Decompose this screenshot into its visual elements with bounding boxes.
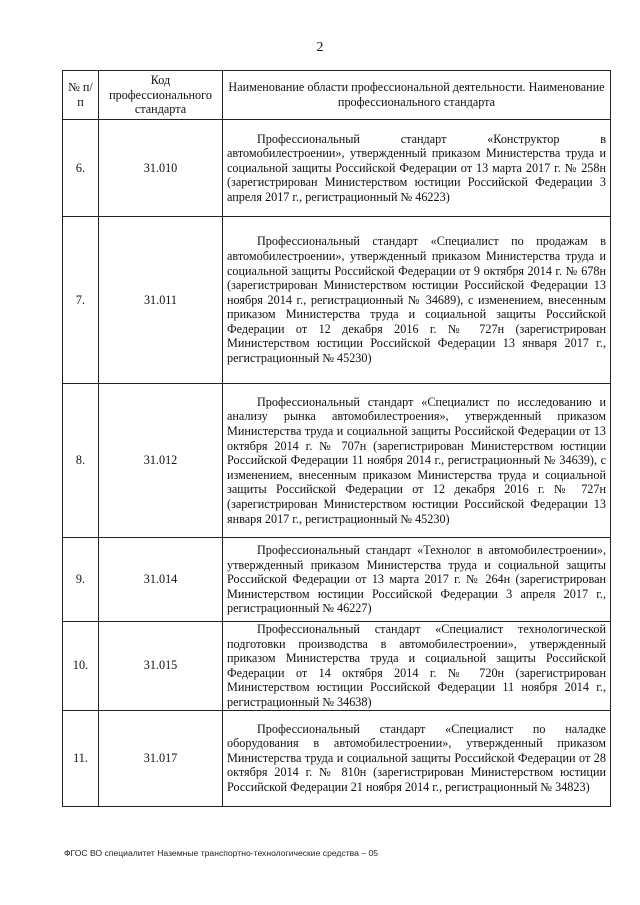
page-number: 2: [316, 40, 324, 55]
row-text: Профессиональный стандарт «Конструктор в автомобилестроении», утвержденный приказом Министерства труда и социальной защиты Российской Федерации от 13 марта 2017 г. № 258н (зарегистрирован Министерством юстиции Российской Федерации 3 апреля 2017 г., регистрационный № 46223): [227, 131, 606, 204]
page-footer: ФГОС ВО специалитет Наземные транспортно-технологические средства – 05: [64, 848, 379, 858]
row-code: 31.014: [99, 538, 223, 622]
row-number: 9.: [63, 538, 99, 622]
row-code: 31.015: [99, 622, 223, 711]
row-text: Профессиональный стандарт «Специалист технологической подготовки производства в автомобилестроении», утвержденный приказом Министерства труда и социальной защиты Российской Федерации от 14 октября 2014 г. № 720н (зарегистрирован Министерством юстиции Российской Федерации 11 ноября 2014 г., регистрационный № 34638): [227, 622, 606, 709]
row-number: 11.: [63, 710, 99, 806]
table-row: [63, 622, 611, 711]
row-number: 8.: [63, 384, 99, 538]
row-code: 31.012: [99, 384, 223, 538]
table-row: [63, 710, 611, 806]
table-row: [63, 538, 611, 622]
row-text: Профессиональный стандарт «Специалист по исследованию и анализу рынка автомобилестроения», утвержденный приказом Министерства труда и социальной защиты Российской Федерации от 13 октября 2014 г. № 707н (зарегистрирован Министерством юстиции Российской Федерации 11 ноября 2014 г., регистрационный № 34639), с изменением, внесенным приказом Министерства труда и социальной защиты Российской Федерации от 12 декабря 2016 г. № 727н (зарегистрирован Министерством юстиции Российской Федерации 13 января 2017 г., регистрационный № 45230): [227, 394, 606, 526]
row-text: Профессиональный стандарт «Специалист по наладке оборудования в автомобилестроении», утвержденный приказом Министерства труда и социальной защиты Российской Федерации от 28 октября 2014 г. № 810н (зарегистрирован Министерством юстиции Российской Федерации 21 ноября 2014 г., регистрационный № 34823): [227, 721, 606, 794]
header-number: № п/п: [63, 71, 99, 120]
row-text: Профессиональный стандарт «Технолог в автомобилестроении», утвержденный приказом Министерства труда и социальной защиты Российской Федерации от 13 марта 2017 г. № 264н (зарегистрирован Министерством юстиции Российской Федерации 3 апреля 2017 г., регистрационный № 46227): [227, 543, 606, 616]
header-name: Наименование области профессиональной деятельности. Наименование профессионального стандарта: [223, 71, 611, 120]
row-text: Профессиональный стандарт «Специалист по продажам в автомобилестроении», утвержденный приказом Министерства труда и социальной защиты Российской Федерации от 9 октября 2014 г. № 678н (зарегистрирован Министерством юстиции Российской Федерации 13 ноября 2014 г., регистрационный № 34689), с изменением, внесенным приказом Министерства труда и социальной защиты Российской Федерации от 12 декабря 2016 г. № 727н (зарегистрирован Министерством юстиции Российской Федерации 13 января 2017 г., регистрационный № 45230): [227, 234, 606, 366]
row-number: 10.: [63, 622, 99, 711]
row-code: 31.010: [99, 120, 223, 217]
standards-table: [62, 70, 611, 807]
row-number: 6.: [63, 120, 99, 217]
table-header-row: [63, 71, 611, 120]
table-row: [63, 384, 611, 538]
header-code: Код профессионального стандарта: [99, 71, 223, 120]
table-row: [63, 217, 611, 384]
row-code: 31.011: [99, 217, 223, 384]
row-number: 7.: [63, 217, 99, 384]
table-row: [63, 120, 611, 217]
row-code: 31.017: [99, 710, 223, 806]
